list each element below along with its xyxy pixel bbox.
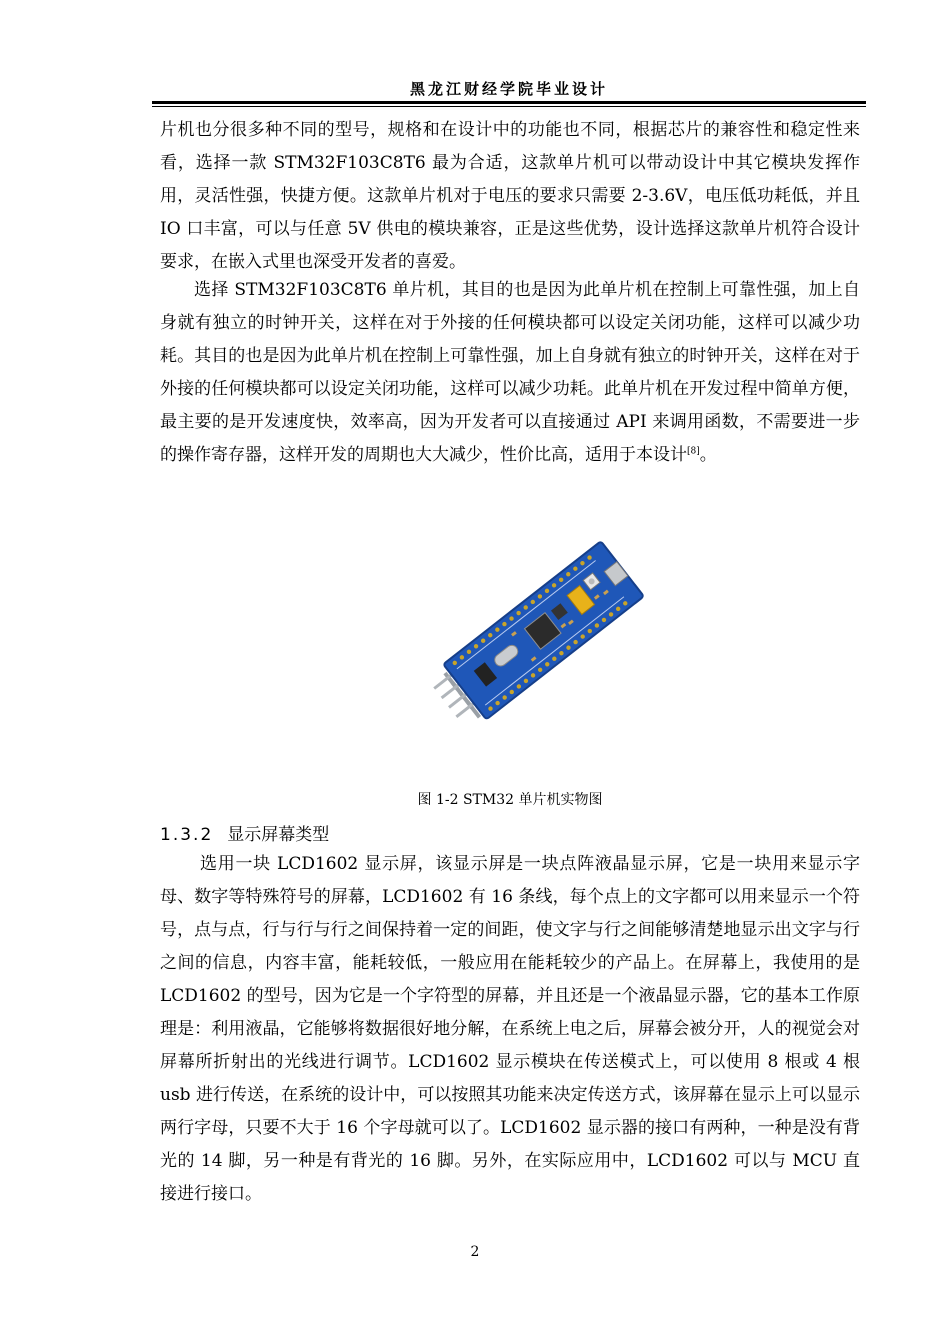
paragraph-1: 片机也分很多种不同的型号，规格和在设计中的功能也不同，根据芯片的兼容性和稳定性来看，选择一款 STM32F103C8T6 最为合适，这款单片机可以带动设计中其它模块发挥作用，灵活性强，快捷方便。这款单片机对于电压的要求只需要 2-3.6V，电压低功耗低，并且 IO 口丰富，可以与任意 5V 供电的模块兼容，正是这些优势，设计选择这款单片机符合设计要求，在嵌入式里也深受开发者的喜爱。 [160, 120, 860, 272]
header-rule-thin [152, 106, 866, 107]
paragraph-2 [160, 274, 860, 472]
paragraph-2-end: 。 [699, 445, 717, 465]
section-heading [160, 820, 329, 845]
page-header: 黑龙江财经学院毕业设计 [409, 80, 608, 98]
citation-ref: [8] [687, 446, 700, 457]
header-rule-thick [152, 101, 866, 104]
figure-caption: 图 1-2 STM32 单片机实物图 [417, 792, 603, 808]
section-number: 1.3.2 [160, 825, 214, 845]
stm32-board-illustration [414, 516, 666, 768]
paragraph-3: 选用一块 LCD1602 显示屏，该显示屏是一块点阵液晶显示屏，它是一块用来显示字母、数字等特殊符号的屏幕，LCD1602 有 16 条线，每个点上的文字都可以用来显示一个符号，点与点，行与行与行之间保持着一定的间距，使文字与行之间能够清楚地显示出文字与行之间的信息，内容丰富，能耗较低，一般应用在能耗较少的产品上。在屏幕上，我使用的是 LCD1602 的型号，因为它是一个字符型的屏幕，并且还是一个液晶显示器，它的基本工作原理是：利用液晶，它能够将数据很好地分解，在系统上电之后，屏幕会被分开，人的视觉会对屏幕所折射出的光线进行调节。LCD1602 显示模块在传送模式上，可以使用 8 根或 4 根 usb 进行传送，在系统的设计中，可以按照其功能来决定传送方式，该屏幕在显示上可以显示两行字母，只要不大于 16 个字母就可以了。LCD1602 显示器的接口有两种，一种是没有背光的 14 脚，另一种是有背光的 16 脚。另外，在实际应用中，LCD1602 可以与 MCU 直接进行接口。 [160, 854, 860, 1204]
stm32-board-figure [414, 516, 666, 768]
paragraph-2-text: 选择 STM32F103C8T6 单片机，其目的也是因为此单片机在控制上可靠性强，加上自身就有独立的时钟开关，这样在对于外接的任何模块都可以设定关闭功能，这样可以减少功耗。其目的也是因为此单片机在控制上可靠性强，加上自身就有独立的时钟开关，这样在对于外接的任何模块都可以设定关闭功能，这样可以减少功耗。此单片机在开发过程中简单方便，最主要的是开发速度快，效率高，因为开发者可以直接通过 API 来调用函数，不需要进一步的操作寄存器，这样开发的周期也大大减少，性价比高，适用于本设计 [160, 280, 860, 465]
section-title: 显示屏幕类型 [227, 825, 330, 845]
page-number: 2 [470, 1244, 480, 1260]
